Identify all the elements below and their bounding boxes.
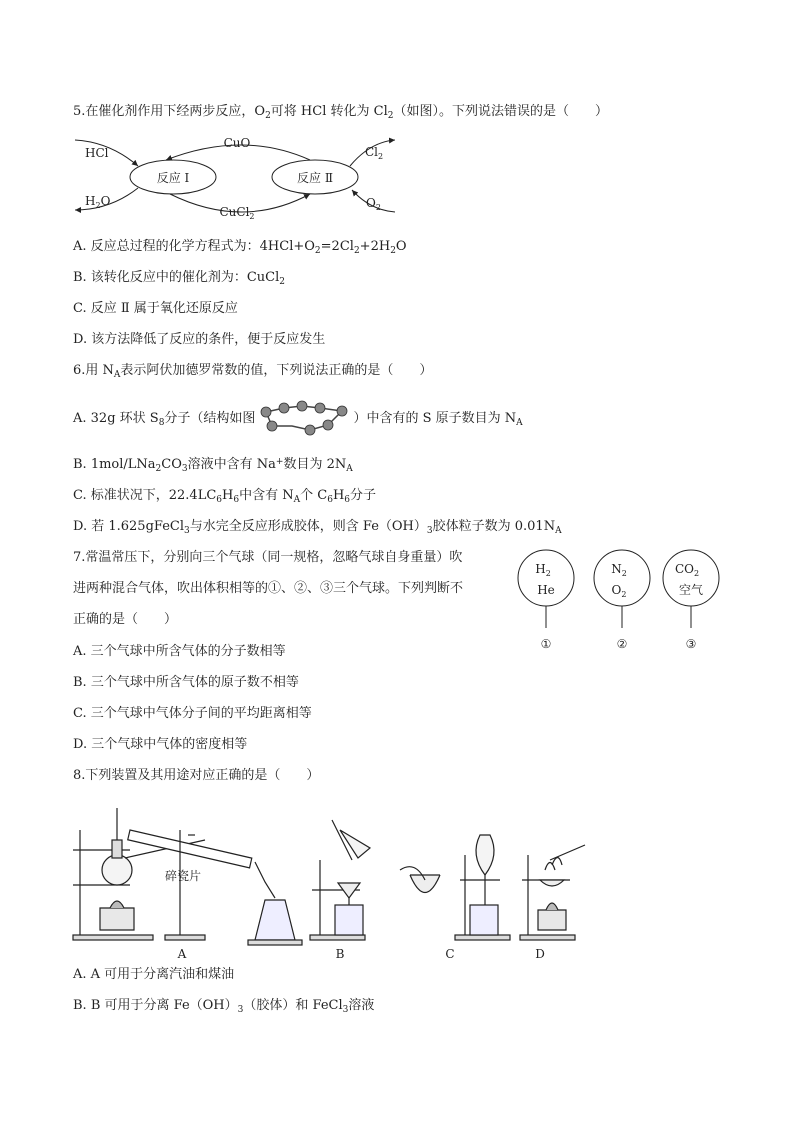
apparatus-b-filtration [310, 820, 370, 940]
q8-option-a: A. A 可用于分离汽油和煤油 [73, 967, 235, 982]
q7-option-d: D. 三个气球中气体的密度相等 [73, 737, 248, 752]
broken-porcelain-label: 碎瓷片 [165, 869, 202, 883]
svg-text:③: ③ [685, 637, 697, 651]
q5-option-d: D. 该方法降低了反应的条件，便于反应发生 [73, 332, 326, 347]
q6-stem: 6.用 $N_A$表示阿伏加德罗常数的值，下列说法正确的是（ ） [73, 363, 433, 380]
q7-option-a: A. 三个气球中所含气体的分子数相等 [73, 644, 286, 659]
label-c: C [445, 947, 455, 961]
svg-text:②: ② [616, 637, 628, 651]
cucl2-label: CuCl$_2$ [219, 205, 255, 221]
s8-ring-structure-image [258, 398, 354, 438]
q8-apparatus-figure [70, 800, 590, 965]
apparatus-c-separatory-funnel [400, 835, 510, 940]
q8-option-b: B. B 可用于分离 $Fe(OH)_3$（胶体）和 FeCl$_3$溶液 [73, 998, 375, 1015]
cuo-label: CuO [223, 136, 251, 150]
q7-stem-line1: 7.常温常压下，分别向三个气球（同一规格，忽略气球自身重量）吹 [73, 550, 463, 565]
q7-stem-line3: 正确的是（ ） [73, 612, 178, 627]
svg-text:O2: $O_2$ [611, 583, 627, 599]
q7-stem-line2: 进两种混合气体，吹出体积相等的①、②、③三个气球。下列判断不 [73, 581, 464, 596]
reaction2-label: 反应 Ⅱ [297, 171, 333, 185]
svg-text:CO2: $CO_2$ [674, 562, 700, 578]
q7-option-b: B. 三个气球中所含气体的原子数不相等 [73, 675, 299, 690]
svg-text:He: He [537, 583, 555, 597]
label-b: B [335, 947, 345, 961]
svg-text:空气: 空气 [678, 583, 704, 597]
q7-balloons-diagram [515, 548, 725, 658]
apparatus-d-evaporation [520, 845, 585, 940]
label-a: A [177, 947, 187, 961]
o2-label: $O_2$ [366, 196, 381, 212]
reaction1-label: 反应 I [156, 171, 190, 185]
h2o-label: $H_2O$ [85, 194, 111, 210]
balloon-3 [663, 550, 719, 651]
q5-option-b: B. 该转化反应中的催化剂为：CuCl$_2$ [73, 270, 285, 287]
hcl-label: HCl [85, 146, 109, 160]
q6-option-b: B. $1mol/LNa_2CO_3$溶液中含有 Na+数目为 $2N_A$ [73, 457, 353, 474]
q5-stem: 5.在催化剂作用下经两步反应，$O_2$可将 HCl 转化为 $Cl_2$（如图）。下列说法错误的是（ ） [73, 104, 608, 121]
q5-option-a: A. 反应总过程的化学方程式为：$4HCl+O_2=2Cl_2+2H_2O$ [73, 239, 407, 256]
q6-option-c: C. 标准状况下，$22.4LC_6H_6$中含有 $N_A$个 $C_6H_6$分子 [73, 488, 377, 505]
q6-option-d: D. 若 1.625gFeCl$_3$与水完全反应形成胶体，则含 $Fe(OH)_3$胶体粒子数为 $0.01N_A$ [73, 519, 562, 536]
svg-text:N2: $N_2$ [611, 562, 627, 578]
balloon-2 [594, 550, 650, 651]
cl2-label: $Cl_2$ [365, 145, 384, 161]
svg-text:H2: $H_2$ [535, 562, 551, 578]
balloon-1 [518, 550, 574, 651]
q5-option-c: C. 反应 Ⅱ 属于氧化还原反应 [73, 301, 238, 316]
q7-option-c: C. 三个气球中气体分子间的平均距离相等 [73, 706, 312, 721]
q5-reaction-cycle-diagram [70, 130, 400, 220]
q8-stem: 8.下列装置及其用途对应正确的是（ ） [73, 768, 320, 783]
q6-option-a: A. 32g 环状 $S_8$分子（结构如图 ）中含有的 S 原子数目为 $N_A$ [73, 411, 523, 428]
label-d: D [535, 947, 545, 961]
svg-text:①: ① [540, 637, 552, 651]
